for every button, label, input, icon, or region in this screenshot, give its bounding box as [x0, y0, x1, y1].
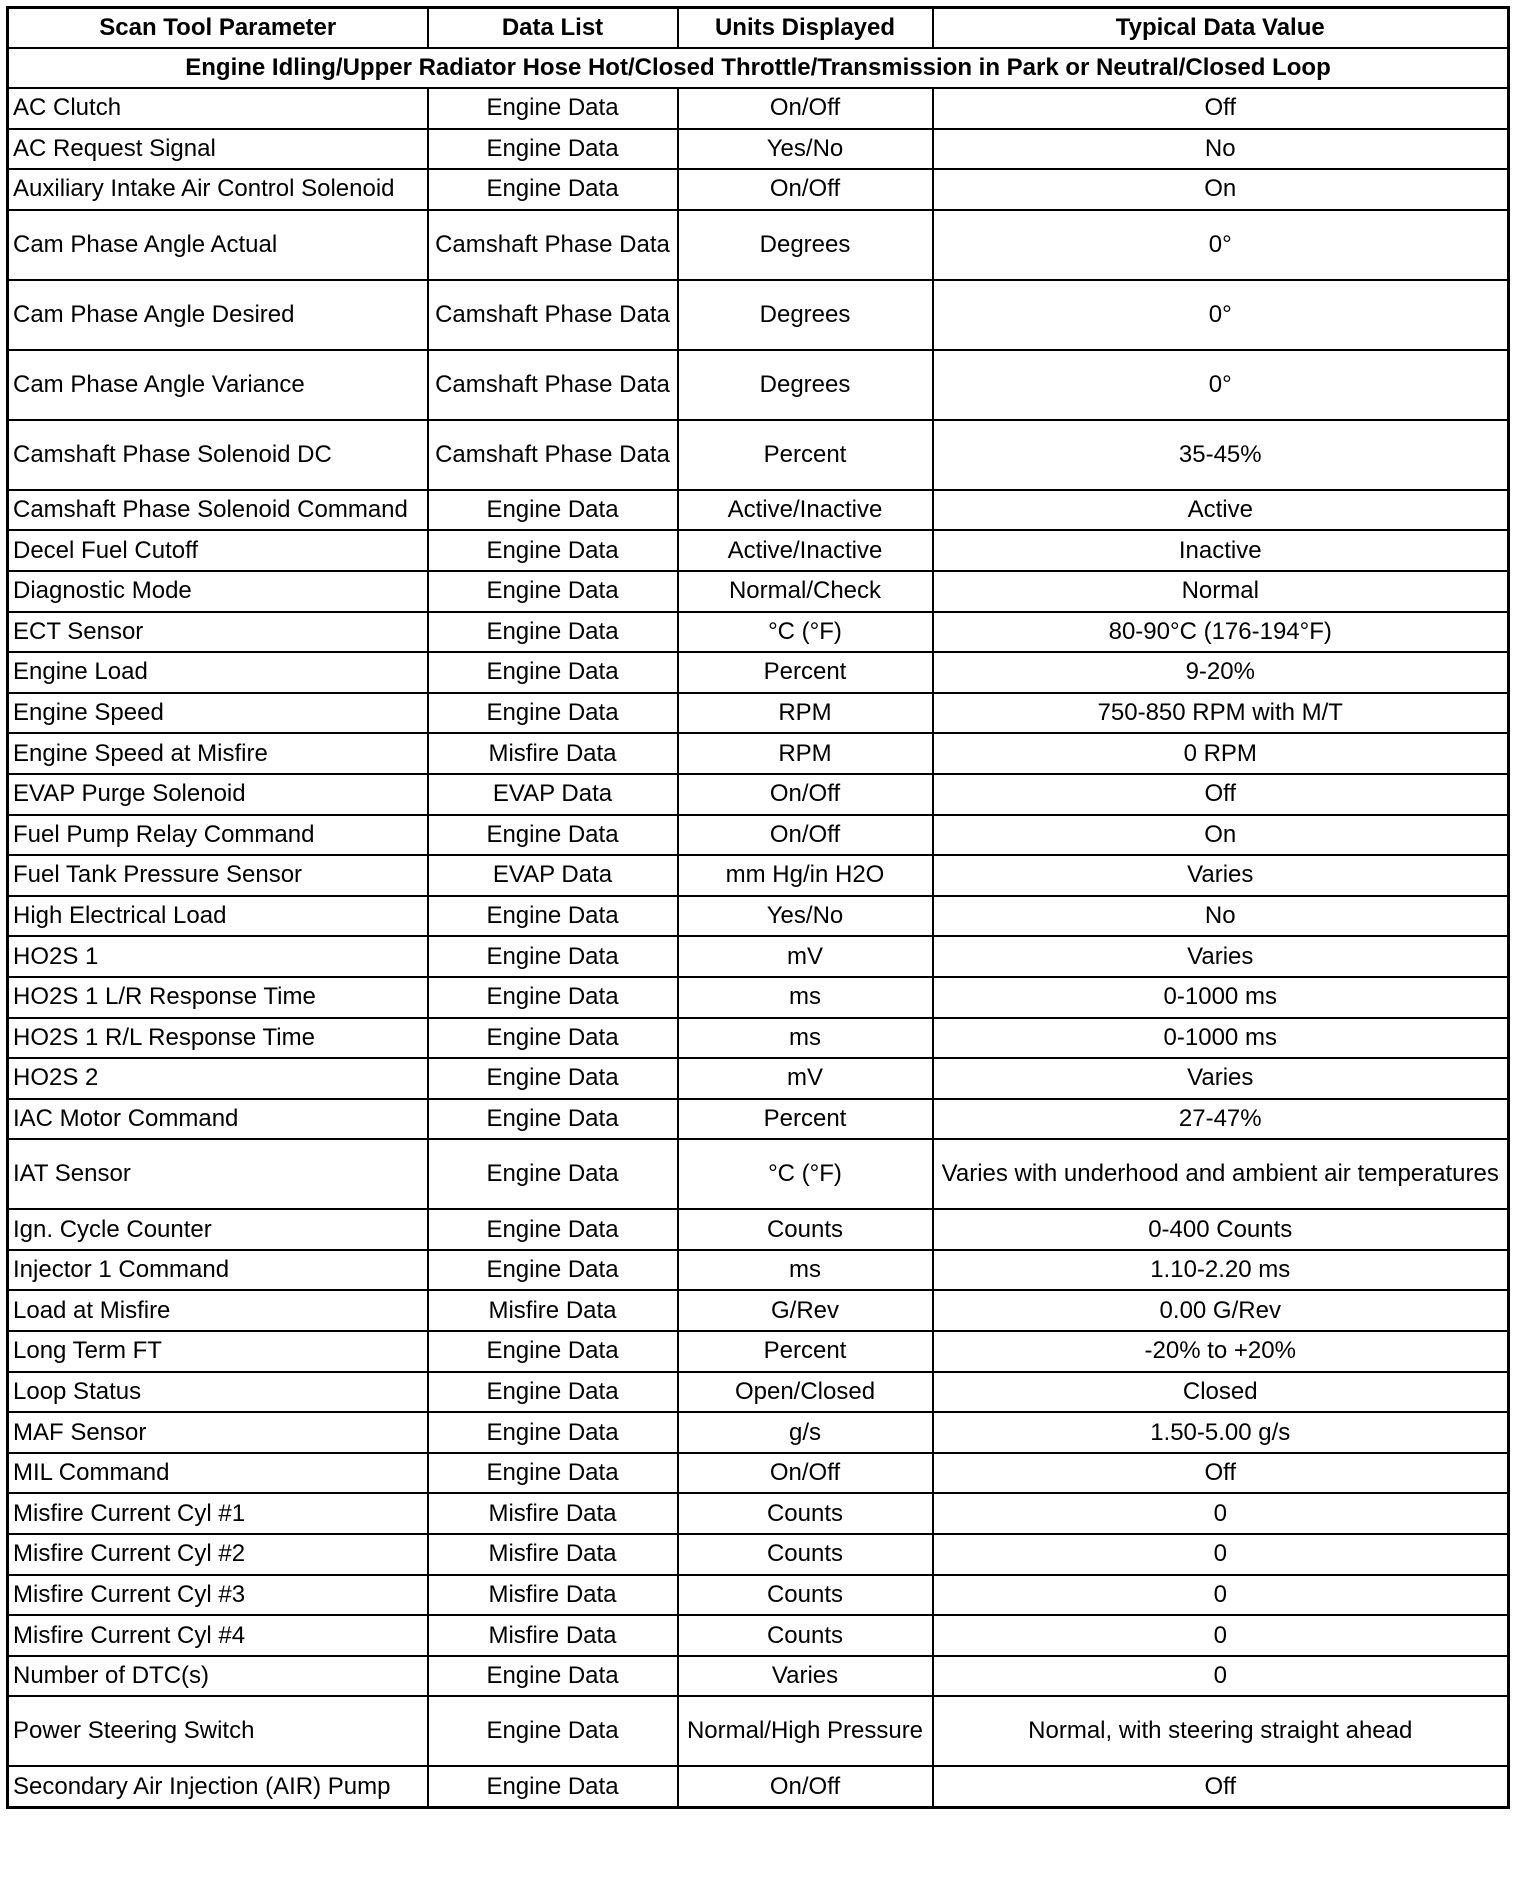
parameter-cell: Ign. Cycle Counter: [8, 1209, 428, 1250]
data-list-cell: Engine Data: [428, 1453, 678, 1494]
units-cell: mV: [678, 936, 933, 977]
parameter-cell: Misfire Current Cyl #2: [8, 1534, 428, 1575]
data-list-cell: Misfire Data: [428, 1534, 678, 1575]
units-cell: Normal/High Pressure: [678, 1696, 933, 1766]
parameter-cell: MIL Command: [8, 1453, 428, 1494]
table-row: [8, 1372, 1509, 1413]
typical-value-cell: 0: [933, 1615, 1509, 1656]
units-cell: Percent: [678, 420, 933, 490]
typical-value-cell: Active: [933, 490, 1509, 531]
units-cell: Counts: [678, 1493, 933, 1534]
column-header-typical-value: Typical Data Value: [933, 8, 1509, 49]
parameter-cell: Auxiliary Intake Air Control Solenoid: [8, 169, 428, 210]
parameter-cell: IAC Motor Command: [8, 1099, 428, 1140]
units-cell: Percent: [678, 1099, 933, 1140]
data-list-cell: Misfire Data: [428, 733, 678, 774]
data-list-cell: Engine Data: [428, 1139, 678, 1209]
table-row: [8, 1453, 1509, 1494]
table-row: [8, 169, 1509, 210]
table-row: [8, 1766, 1509, 1807]
data-list-cell: Engine Data: [428, 1099, 678, 1140]
data-list-cell: Engine Data: [428, 1250, 678, 1291]
parameter-cell: Camshaft Phase Solenoid DC: [8, 420, 428, 490]
data-list-cell: Engine Data: [428, 1331, 678, 1372]
section-header-row: [8, 48, 1509, 88]
data-list-cell: Engine Data: [428, 652, 678, 693]
parameter-cell: Fuel Tank Pressure Sensor: [8, 855, 428, 896]
table-header-row: [8, 8, 1509, 49]
parameter-cell: HO2S 1 R/L Response Time: [8, 1018, 428, 1059]
typical-value-cell: Off: [933, 1766, 1509, 1807]
table-row: [8, 490, 1509, 531]
parameter-cell: Power Steering Switch: [8, 1696, 428, 1766]
data-list-cell: Engine Data: [428, 1209, 678, 1250]
parameter-cell: Engine Speed at Misfire: [8, 733, 428, 774]
data-list-cell: Engine Data: [428, 936, 678, 977]
table-row: [8, 774, 1509, 815]
typical-value-cell: 1.10-2.20 ms: [933, 1250, 1509, 1291]
typical-value-cell: 80-90°C (176-194°F): [933, 612, 1509, 653]
table-row: [8, 88, 1509, 129]
parameter-cell: Loop Status: [8, 1372, 428, 1413]
data-list-cell: Misfire Data: [428, 1493, 678, 1534]
parameter-cell: ECT Sensor: [8, 612, 428, 653]
table-row: [8, 855, 1509, 896]
units-cell: mV: [678, 1058, 933, 1099]
table-row: [8, 420, 1509, 490]
table-row: [8, 1331, 1509, 1372]
parameter-cell: Engine Load: [8, 652, 428, 693]
table-row: [8, 1018, 1509, 1059]
data-list-cell: Engine Data: [428, 1766, 678, 1807]
typical-value-cell: 0°: [933, 210, 1509, 280]
units-cell: Active/Inactive: [678, 530, 933, 571]
parameter-cell: Cam Phase Angle Desired: [8, 280, 428, 350]
table-row: [8, 1290, 1509, 1331]
typical-value-cell: 0: [933, 1534, 1509, 1575]
units-cell: Degrees: [678, 280, 933, 350]
parameter-cell: Fuel Pump Relay Command: [8, 815, 428, 856]
parameter-cell: Cam Phase Angle Actual: [8, 210, 428, 280]
typical-value-cell: Varies: [933, 855, 1509, 896]
table-row: [8, 571, 1509, 612]
typical-value-cell: 0: [933, 1656, 1509, 1697]
units-cell: Counts: [678, 1615, 933, 1656]
table-row: [8, 530, 1509, 571]
data-list-cell: Engine Data: [428, 612, 678, 653]
data-list-cell: Engine Data: [428, 1412, 678, 1453]
data-list-cell: Engine Data: [428, 896, 678, 937]
parameter-cell: Cam Phase Angle Variance: [8, 350, 428, 420]
parameter-cell: MAF Sensor: [8, 1412, 428, 1453]
units-cell: Open/Closed: [678, 1372, 933, 1413]
units-cell: G/Rev: [678, 1290, 933, 1331]
scan-tool-data-table: [6, 6, 1510, 1809]
units-cell: Percent: [678, 1331, 933, 1372]
table-row: [8, 733, 1509, 774]
section-title: Engine Idling/Upper Radiator Hose Hot/Closed Throttle/Transmission in Park or Neutral/Closed Loop: [8, 48, 1509, 88]
typical-value-cell: 0°: [933, 280, 1509, 350]
typical-value-cell: On: [933, 815, 1509, 856]
data-list-cell: Misfire Data: [428, 1290, 678, 1331]
table-row: [8, 129, 1509, 170]
table-row: [8, 815, 1509, 856]
table-row: [8, 1412, 1509, 1453]
data-list-cell: Engine Data: [428, 530, 678, 571]
data-list-cell: EVAP Data: [428, 855, 678, 896]
table-row: [8, 1656, 1509, 1697]
units-cell: °C (°F): [678, 1139, 933, 1209]
typical-value-cell: Varies: [933, 1058, 1509, 1099]
units-cell: °C (°F): [678, 612, 933, 653]
typical-value-cell: 750-850 RPM with M/T: [933, 693, 1509, 734]
units-cell: mm Hg/in H2O: [678, 855, 933, 896]
typical-value-cell: No: [933, 129, 1509, 170]
typical-value-cell: 35-45%: [933, 420, 1509, 490]
typical-value-cell: 0-400 Counts: [933, 1209, 1509, 1250]
parameter-cell: Long Term FT: [8, 1331, 428, 1372]
units-cell: RPM: [678, 693, 933, 734]
parameter-cell: Misfire Current Cyl #4: [8, 1615, 428, 1656]
table-row: [8, 896, 1509, 937]
data-list-cell: Engine Data: [428, 1696, 678, 1766]
table-row: [8, 1575, 1509, 1616]
parameter-cell: AC Request Signal: [8, 129, 428, 170]
units-cell: Counts: [678, 1209, 933, 1250]
typical-value-cell: No: [933, 896, 1509, 937]
parameter-cell: HO2S 2: [8, 1058, 428, 1099]
data-list-cell: Misfire Data: [428, 1615, 678, 1656]
column-header-data-list: Data List: [428, 8, 678, 49]
parameter-cell: Camshaft Phase Solenoid Command: [8, 490, 428, 531]
table-row: [8, 1534, 1509, 1575]
units-cell: On/Off: [678, 1453, 933, 1494]
table-row: [8, 652, 1509, 693]
typical-value-cell: On: [933, 169, 1509, 210]
parameter-cell: HO2S 1: [8, 936, 428, 977]
data-list-cell: Camshaft Phase Data: [428, 210, 678, 280]
table-row: [8, 1058, 1509, 1099]
table-row: [8, 977, 1509, 1018]
units-cell: On/Off: [678, 169, 933, 210]
units-cell: g/s: [678, 1412, 933, 1453]
units-cell: Degrees: [678, 350, 933, 420]
units-cell: Yes/No: [678, 129, 933, 170]
typical-value-cell: Normal, with steering straight ahead: [933, 1696, 1509, 1766]
table-row: [8, 280, 1509, 350]
parameter-cell: IAT Sensor: [8, 1139, 428, 1209]
typical-value-cell: Normal: [933, 571, 1509, 612]
typical-value-cell: Off: [933, 774, 1509, 815]
typical-value-cell: 0-1000 ms: [933, 1018, 1509, 1059]
units-cell: Counts: [678, 1575, 933, 1616]
units-cell: On/Off: [678, 1766, 933, 1807]
table-row: [8, 210, 1509, 280]
units-cell: Yes/No: [678, 896, 933, 937]
units-cell: Counts: [678, 1534, 933, 1575]
data-list-cell: Engine Data: [428, 169, 678, 210]
typical-value-cell: Closed: [933, 1372, 1509, 1413]
parameter-cell: HO2S 1 L/R Response Time: [8, 977, 428, 1018]
parameter-cell: Load at Misfire: [8, 1290, 428, 1331]
data-list-cell: Camshaft Phase Data: [428, 280, 678, 350]
typical-value-cell: 0.00 G/Rev: [933, 1290, 1509, 1331]
data-list-cell: Camshaft Phase Data: [428, 420, 678, 490]
parameter-cell: Diagnostic Mode: [8, 571, 428, 612]
typical-value-cell: 0: [933, 1493, 1509, 1534]
units-cell: Percent: [678, 652, 933, 693]
typical-value-cell: Off: [933, 88, 1509, 129]
units-cell: Degrees: [678, 210, 933, 280]
table-row: [8, 1615, 1509, 1656]
units-cell: Active/Inactive: [678, 490, 933, 531]
data-list-cell: Misfire Data: [428, 1575, 678, 1616]
column-header-parameter: Scan Tool Parameter: [8, 8, 428, 49]
units-cell: ms: [678, 977, 933, 1018]
table-row: [8, 350, 1509, 420]
typical-value-cell: 0°: [933, 350, 1509, 420]
typical-value-cell: 0 RPM: [933, 733, 1509, 774]
table-row: [8, 1696, 1509, 1766]
typical-value-cell: Inactive: [933, 530, 1509, 571]
data-list-cell: Engine Data: [428, 977, 678, 1018]
typical-value-cell: 9-20%: [933, 652, 1509, 693]
units-cell: Normal/Check: [678, 571, 933, 612]
data-list-cell: Engine Data: [428, 693, 678, 734]
table-row: [8, 1099, 1509, 1140]
typical-value-cell: 1.50-5.00 g/s: [933, 1412, 1509, 1453]
parameter-cell: Secondary Air Injection (AIR) Pump: [8, 1766, 428, 1807]
data-list-cell: Engine Data: [428, 88, 678, 129]
parameter-cell: Misfire Current Cyl #1: [8, 1493, 428, 1534]
parameter-cell: High Electrical Load: [8, 896, 428, 937]
data-list-cell: Engine Data: [428, 129, 678, 170]
data-list-cell: Engine Data: [428, 1058, 678, 1099]
units-cell: On/Off: [678, 88, 933, 129]
table-row: [8, 1209, 1509, 1250]
units-cell: RPM: [678, 733, 933, 774]
parameter-cell: Injector 1 Command: [8, 1250, 428, 1291]
data-list-cell: Engine Data: [428, 571, 678, 612]
data-list-cell: Engine Data: [428, 1018, 678, 1059]
units-cell: ms: [678, 1250, 933, 1291]
data-list-cell: Engine Data: [428, 1656, 678, 1697]
units-cell: Varies: [678, 1656, 933, 1697]
table-row: [8, 1250, 1509, 1291]
data-list-cell: Engine Data: [428, 1372, 678, 1413]
units-cell: ms: [678, 1018, 933, 1059]
units-cell: On/Off: [678, 815, 933, 856]
parameter-cell: Engine Speed: [8, 693, 428, 734]
parameter-cell: Number of DTC(s): [8, 1656, 428, 1697]
parameter-cell: Misfire Current Cyl #3: [8, 1575, 428, 1616]
table-row: [8, 936, 1509, 977]
table-row: [8, 1139, 1509, 1209]
units-cell: On/Off: [678, 774, 933, 815]
data-list-cell: Engine Data: [428, 490, 678, 531]
typical-value-cell: 0-1000 ms: [933, 977, 1509, 1018]
table-row: [8, 693, 1509, 734]
parameter-cell: EVAP Purge Solenoid: [8, 774, 428, 815]
parameter-cell: Decel Fuel Cutoff: [8, 530, 428, 571]
typical-value-cell: Varies: [933, 936, 1509, 977]
table-row: [8, 1493, 1509, 1534]
data-list-cell: Engine Data: [428, 815, 678, 856]
typical-value-cell: Varies with underhood and ambient air temperatures: [933, 1139, 1509, 1209]
column-header-units: Units Displayed: [678, 8, 933, 49]
data-list-cell: Camshaft Phase Data: [428, 350, 678, 420]
typical-value-cell: 0: [933, 1575, 1509, 1616]
table-row: [8, 612, 1509, 653]
parameter-cell: AC Clutch: [8, 88, 428, 129]
data-list-cell: EVAP Data: [428, 774, 678, 815]
typical-value-cell: Off: [933, 1453, 1509, 1494]
typical-value-cell: 27-47%: [933, 1099, 1509, 1140]
typical-value-cell: -20% to +20%: [933, 1331, 1509, 1372]
